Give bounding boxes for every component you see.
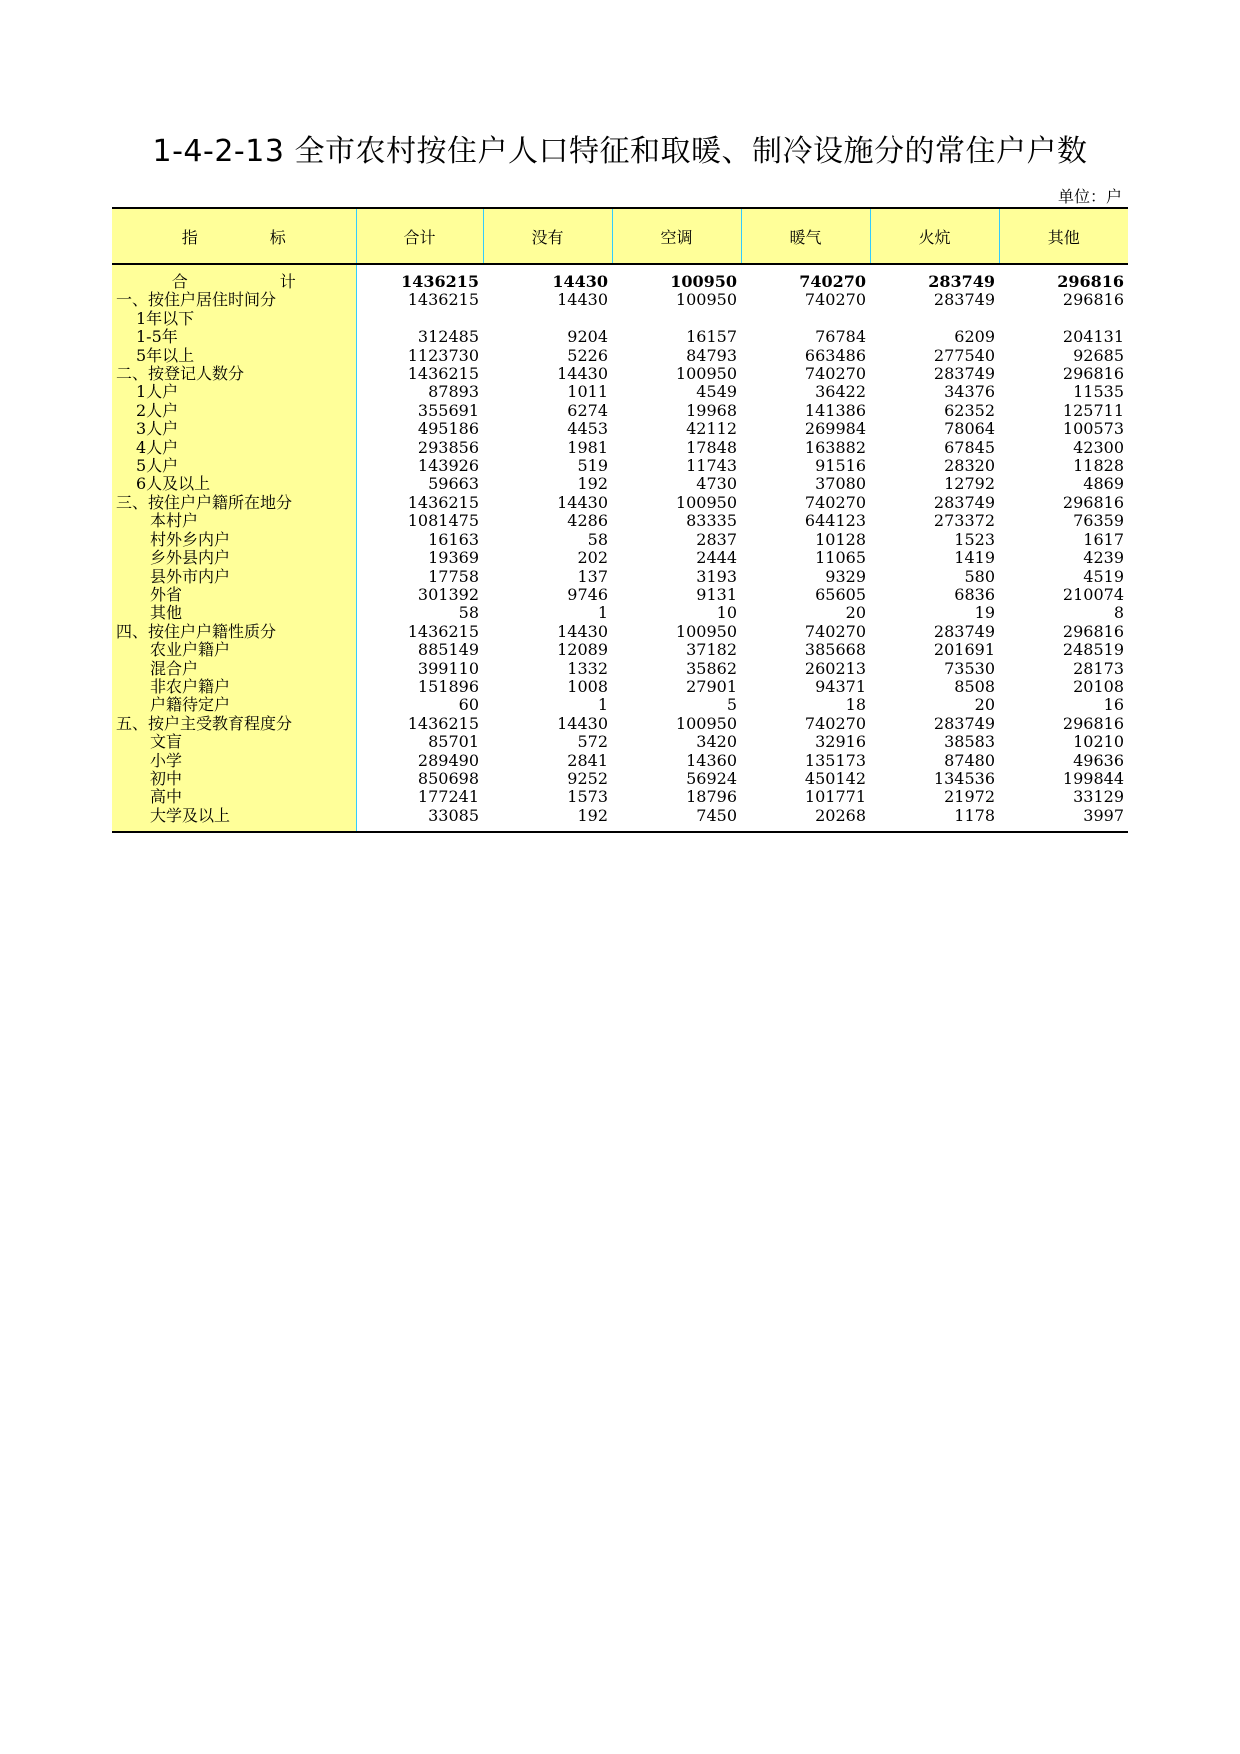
cell-value: 94371 bbox=[815, 676, 866, 696]
table-row bbox=[112, 439, 1128, 457]
cell-value: 92685 bbox=[1073, 345, 1124, 365]
cell-value: 56924 bbox=[686, 768, 737, 788]
cell-value: 20108 bbox=[1073, 676, 1124, 696]
row-label: 乡外县内户 bbox=[112, 549, 356, 567]
table-row bbox=[112, 770, 1128, 788]
cell-value: 17848 bbox=[686, 437, 737, 457]
cell-value: 28320 bbox=[944, 456, 995, 476]
cell-value: 1178 bbox=[870, 807, 999, 832]
cell-value: 62352 bbox=[944, 400, 995, 420]
table-row bbox=[112, 623, 1128, 641]
row-label: 户籍待定户 bbox=[112, 696, 356, 714]
table-row bbox=[112, 604, 1128, 622]
cell-value: 260213 bbox=[804, 658, 866, 678]
table-row bbox=[112, 402, 1128, 420]
cell-value: 9252 bbox=[567, 768, 608, 788]
cell-value: 34376 bbox=[944, 382, 995, 402]
cell-value: 100950 bbox=[675, 290, 737, 310]
cell-value: 59663 bbox=[428, 474, 479, 494]
cell-value: 100950 bbox=[675, 492, 737, 512]
cell-value: 572 bbox=[577, 732, 608, 752]
table-row bbox=[112, 347, 1128, 365]
cell-value bbox=[483, 310, 612, 328]
cell-value: 385668 bbox=[804, 640, 866, 660]
cell-value: 83335 bbox=[686, 511, 737, 531]
cell-value: 296816 bbox=[1062, 492, 1124, 512]
data-table bbox=[112, 207, 1128, 833]
table-row bbox=[112, 310, 1128, 328]
cell-value: 177241 bbox=[417, 787, 479, 807]
cell-value: 14430 bbox=[557, 621, 608, 641]
cell-value: 2841 bbox=[567, 750, 608, 770]
cell-value: 20268 bbox=[741, 807, 870, 832]
cell-value: 42112 bbox=[686, 419, 737, 439]
cell-value: 67845 bbox=[944, 437, 995, 457]
cell-value: 18 bbox=[845, 695, 866, 715]
cell-value: 16 bbox=[1103, 695, 1124, 715]
cell-value: 1436215 bbox=[401, 272, 479, 291]
cell-value: 42300 bbox=[1073, 437, 1124, 457]
table-row bbox=[112, 586, 1128, 604]
cell-value: 141386 bbox=[804, 400, 866, 420]
cell-value: 14430 bbox=[557, 713, 608, 733]
table-body bbox=[112, 264, 1128, 832]
cell-value bbox=[356, 310, 483, 328]
cell-value: 6209 bbox=[954, 327, 995, 347]
cell-value: 19 bbox=[974, 603, 995, 623]
cell-value: 10128 bbox=[815, 529, 866, 549]
cell-value: 885149 bbox=[417, 640, 479, 660]
cell-value bbox=[741, 310, 870, 328]
row-label: 初中 bbox=[112, 770, 356, 788]
cell-value: 84793 bbox=[686, 345, 737, 365]
cell-value: 1419 bbox=[954, 548, 995, 568]
cell-value: 8 bbox=[1113, 603, 1124, 623]
row-label: 4人户 bbox=[112, 439, 356, 457]
cell-value: 248519 bbox=[1062, 640, 1124, 660]
cell-value: 151896 bbox=[417, 676, 479, 696]
cell-value: 283749 bbox=[933, 364, 995, 384]
cell-value: 3193 bbox=[696, 566, 737, 586]
cell-value: 1436215 bbox=[407, 364, 479, 384]
cell-value: 283749 bbox=[933, 492, 995, 512]
cell-value: 6274 bbox=[567, 400, 608, 420]
cell-value: 1617 bbox=[1083, 529, 1124, 549]
cell-value: 100573 bbox=[1062, 419, 1124, 439]
cell-value: 17758 bbox=[428, 566, 479, 586]
cell-value: 35862 bbox=[686, 658, 737, 678]
cell-value: 1573 bbox=[567, 787, 608, 807]
cell-value: 1436215 bbox=[407, 492, 479, 512]
cell-value: 495186 bbox=[417, 419, 479, 439]
cell-value: 11535 bbox=[1073, 382, 1124, 402]
cell-value: 2837 bbox=[696, 529, 737, 549]
row-label: 高中 bbox=[112, 788, 356, 806]
cell-value: 163882 bbox=[804, 437, 866, 457]
cell-value: 38583 bbox=[944, 732, 995, 752]
cell-value: 283749 bbox=[933, 713, 995, 733]
cell-value: 60 bbox=[458, 695, 479, 715]
cell-value: 12792 bbox=[944, 474, 995, 494]
row-label: 合 计 bbox=[112, 264, 356, 291]
cell-value: 301392 bbox=[417, 584, 479, 604]
cell-value: 4869 bbox=[1083, 474, 1124, 494]
table-row bbox=[112, 807, 1128, 832]
cell-value: 1523 bbox=[954, 529, 995, 549]
cell-value: 580 bbox=[964, 566, 995, 586]
table-row bbox=[112, 291, 1128, 309]
row-label: 四、按住户户籍性质分 bbox=[112, 623, 356, 641]
cell-value: 36422 bbox=[815, 382, 866, 402]
table-row bbox=[112, 549, 1128, 567]
cell-value: 450142 bbox=[804, 768, 866, 788]
table-row bbox=[112, 328, 1128, 346]
cell-value: 73530 bbox=[944, 658, 995, 678]
cell-value: 14430 bbox=[557, 364, 608, 384]
cell-value: 135173 bbox=[804, 750, 866, 770]
cell-value: 27901 bbox=[686, 676, 737, 696]
cell-value: 16157 bbox=[686, 327, 737, 347]
row-label: 混合户 bbox=[112, 660, 356, 678]
row-label: 6人及以上 bbox=[112, 475, 356, 493]
cell-value: 192 bbox=[483, 807, 612, 832]
cell-value: 296816 bbox=[1062, 621, 1124, 641]
table-row bbox=[112, 733, 1128, 751]
cell-value: 19369 bbox=[428, 548, 479, 568]
cell-value: 101771 bbox=[804, 787, 866, 807]
cell-value: 4239 bbox=[1083, 548, 1124, 568]
table-row bbox=[112, 512, 1128, 530]
table-row bbox=[112, 660, 1128, 678]
cell-value: 32916 bbox=[815, 732, 866, 752]
cell-value: 273372 bbox=[933, 511, 995, 531]
row-label: 大学及以上 bbox=[112, 807, 356, 832]
cell-value: 58 bbox=[587, 529, 608, 549]
cell-value: 399110 bbox=[417, 658, 479, 678]
cell-value: 3420 bbox=[696, 732, 737, 752]
cell-value: 192 bbox=[577, 474, 608, 494]
cell-value: 355691 bbox=[417, 400, 479, 420]
cell-value: 740270 bbox=[799, 272, 866, 291]
table-row bbox=[112, 696, 1128, 714]
cell-value: 9204 bbox=[567, 327, 608, 347]
cell-value: 296816 bbox=[1062, 713, 1124, 733]
cell-value: 37182 bbox=[686, 640, 737, 660]
cell-value: 20 bbox=[845, 603, 866, 623]
cell-value: 283749 bbox=[933, 290, 995, 310]
column-header-kang: 火炕 bbox=[870, 208, 999, 264]
cell-value: 269984 bbox=[804, 419, 866, 439]
cell-value bbox=[999, 310, 1128, 328]
cell-value: 125711 bbox=[1062, 400, 1124, 420]
cell-value: 14430 bbox=[557, 492, 608, 512]
column-header-indicator: 指 标 bbox=[112, 208, 356, 264]
row-label: 3人户 bbox=[112, 420, 356, 438]
cell-value: 100950 bbox=[675, 621, 737, 641]
cell-value: 293856 bbox=[417, 437, 479, 457]
row-label: 本村户 bbox=[112, 512, 356, 530]
cell-value: 5226 bbox=[567, 345, 608, 365]
cell-value: 14360 bbox=[686, 750, 737, 770]
cell-value: 87480 bbox=[944, 750, 995, 770]
cell-value: 11743 bbox=[686, 456, 737, 476]
cell-value: 4453 bbox=[567, 419, 608, 439]
row-label: 5年以上 bbox=[112, 347, 356, 365]
table-row bbox=[112, 365, 1128, 383]
cell-value: 87893 bbox=[428, 382, 479, 402]
table-row bbox=[112, 475, 1128, 493]
cell-value: 12089 bbox=[557, 640, 608, 660]
cell-value: 1436215 bbox=[407, 621, 479, 641]
row-label: 三、按住户户籍所在地分 bbox=[112, 494, 356, 512]
column-header-none: 没有 bbox=[483, 208, 612, 264]
cell-value: 850698 bbox=[417, 768, 479, 788]
table-row bbox=[112, 641, 1128, 659]
table-row bbox=[112, 264, 1128, 291]
row-label: 农业户籍户 bbox=[112, 641, 356, 659]
cell-value: 14430 bbox=[552, 272, 608, 291]
cell-value: 76784 bbox=[815, 327, 866, 347]
cell-value: 1008 bbox=[567, 676, 608, 696]
cell-value: 10210 bbox=[1073, 732, 1124, 752]
cell-value: 28173 bbox=[1073, 658, 1124, 678]
unit-label: 单位：户 bbox=[1058, 187, 1123, 206]
cell-value: 296816 bbox=[1062, 364, 1124, 384]
cell-value: 8508 bbox=[954, 676, 995, 696]
cell-value: 1 bbox=[597, 603, 608, 623]
cell-value: 33085 bbox=[356, 807, 483, 832]
cell-value: 1123730 bbox=[407, 345, 479, 365]
cell-value: 312485 bbox=[417, 327, 479, 347]
cell-value: 289490 bbox=[417, 750, 479, 770]
cell-value: 663486 bbox=[804, 345, 866, 365]
cell-value: 2444 bbox=[696, 548, 737, 568]
cell-value: 740270 bbox=[804, 364, 866, 384]
cell-value: 1 bbox=[597, 695, 608, 715]
cell-value: 740270 bbox=[804, 621, 866, 641]
cell-value: 49636 bbox=[1073, 750, 1124, 770]
cell-value: 100950 bbox=[670, 272, 737, 291]
cell-value: 11828 bbox=[1073, 456, 1124, 476]
cell-value: 7450 bbox=[612, 807, 741, 832]
row-label: 1人户 bbox=[112, 383, 356, 401]
table-row bbox=[112, 383, 1128, 401]
cell-value: 137 bbox=[577, 566, 608, 586]
cell-value: 1332 bbox=[567, 658, 608, 678]
cell-value: 740270 bbox=[804, 713, 866, 733]
cell-value: 210074 bbox=[1062, 584, 1124, 604]
cell-value: 10 bbox=[716, 603, 737, 623]
header-row bbox=[112, 208, 1128, 264]
cell-value bbox=[870, 310, 999, 328]
row-label: 小学 bbox=[112, 752, 356, 770]
cell-value: 296816 bbox=[1062, 290, 1124, 310]
cell-value: 33129 bbox=[1073, 787, 1124, 807]
row-label: 一、按住户居住时间分 bbox=[112, 291, 356, 309]
cell-value: 4519 bbox=[1083, 566, 1124, 586]
cell-value: 85701 bbox=[428, 732, 479, 752]
cell-value: 4549 bbox=[696, 382, 737, 402]
cell-value: 20 bbox=[974, 695, 995, 715]
cell-value: 91516 bbox=[815, 456, 866, 476]
cell-value: 519 bbox=[577, 456, 608, 476]
row-label: 二、按登记人数分 bbox=[112, 365, 356, 383]
cell-value: 18796 bbox=[686, 787, 737, 807]
cell-value: 296816 bbox=[1057, 272, 1124, 291]
cell-value: 4730 bbox=[696, 474, 737, 494]
cell-value: 9329 bbox=[825, 566, 866, 586]
cell-value: 9131 bbox=[696, 584, 737, 604]
cell-value: 1981 bbox=[567, 437, 608, 457]
table-row bbox=[112, 457, 1128, 475]
row-label: 五、按户主受教育程度分 bbox=[112, 715, 356, 733]
table-row bbox=[112, 568, 1128, 586]
cell-value: 76359 bbox=[1073, 511, 1124, 531]
cell-value: 1011 bbox=[567, 382, 608, 402]
cell-value: 283749 bbox=[933, 621, 995, 641]
cell-value: 201691 bbox=[933, 640, 995, 660]
cell-value: 11065 bbox=[815, 548, 866, 568]
table-row bbox=[112, 715, 1128, 733]
page-title: 1-4-2-13 全市农村按住户人口特征和取暖、制冷设施分的常住户户数 bbox=[152, 134, 1088, 169]
cell-value: 5 bbox=[726, 695, 737, 715]
cell-value: 740270 bbox=[804, 290, 866, 310]
cell-value: 199844 bbox=[1062, 768, 1124, 788]
cell-value: 37080 bbox=[815, 474, 866, 494]
cell-value: 644123 bbox=[804, 511, 866, 531]
row-label: 其他 bbox=[112, 604, 356, 622]
cell-value: 740270 bbox=[804, 492, 866, 512]
cell-value: 4286 bbox=[567, 511, 608, 531]
cell-value: 1436215 bbox=[407, 290, 479, 310]
row-label: 县外市内户 bbox=[112, 568, 356, 586]
cell-value bbox=[612, 310, 741, 328]
column-header-total: 合计 bbox=[356, 208, 483, 264]
row-label: 文盲 bbox=[112, 733, 356, 751]
cell-value: 58 bbox=[458, 603, 479, 623]
cell-value: 65605 bbox=[815, 584, 866, 604]
cell-value: 1436215 bbox=[407, 713, 479, 733]
row-label: 1年以下 bbox=[112, 310, 356, 328]
column-header-air-conditioner: 空调 bbox=[612, 208, 741, 264]
column-header-other: 其他 bbox=[999, 208, 1128, 264]
cell-value: 21972 bbox=[944, 787, 995, 807]
cell-value: 277540 bbox=[933, 345, 995, 365]
cell-value: 16163 bbox=[428, 529, 479, 549]
cell-value: 202 bbox=[577, 548, 608, 568]
cell-value: 283749 bbox=[928, 272, 995, 291]
row-label: 5人户 bbox=[112, 457, 356, 475]
row-label: 村外乡内户 bbox=[112, 531, 356, 549]
cell-value: 134536 bbox=[933, 768, 995, 788]
cell-value: 100950 bbox=[675, 364, 737, 384]
cell-value: 204131 bbox=[1062, 327, 1124, 347]
cell-value: 100950 bbox=[675, 713, 737, 733]
table-row bbox=[112, 420, 1128, 438]
column-header-heating: 暖气 bbox=[741, 208, 870, 264]
cell-value: 1081475 bbox=[407, 511, 479, 531]
table-row bbox=[112, 531, 1128, 549]
cell-value: 9746 bbox=[567, 584, 608, 604]
table-row bbox=[112, 494, 1128, 512]
cell-value: 78064 bbox=[944, 419, 995, 439]
table-row bbox=[112, 752, 1128, 770]
row-label: 非农户籍户 bbox=[112, 678, 356, 696]
cell-value: 3997 bbox=[999, 807, 1128, 832]
row-label: 1-5年 bbox=[112, 328, 356, 346]
cell-value: 143926 bbox=[417, 456, 479, 476]
row-label: 2人户 bbox=[112, 402, 356, 420]
cell-value: 14430 bbox=[557, 290, 608, 310]
table-row bbox=[112, 678, 1128, 696]
cell-value: 19968 bbox=[686, 400, 737, 420]
cell-value: 6836 bbox=[954, 584, 995, 604]
table-row bbox=[112, 788, 1128, 806]
row-label: 外省 bbox=[112, 586, 356, 604]
